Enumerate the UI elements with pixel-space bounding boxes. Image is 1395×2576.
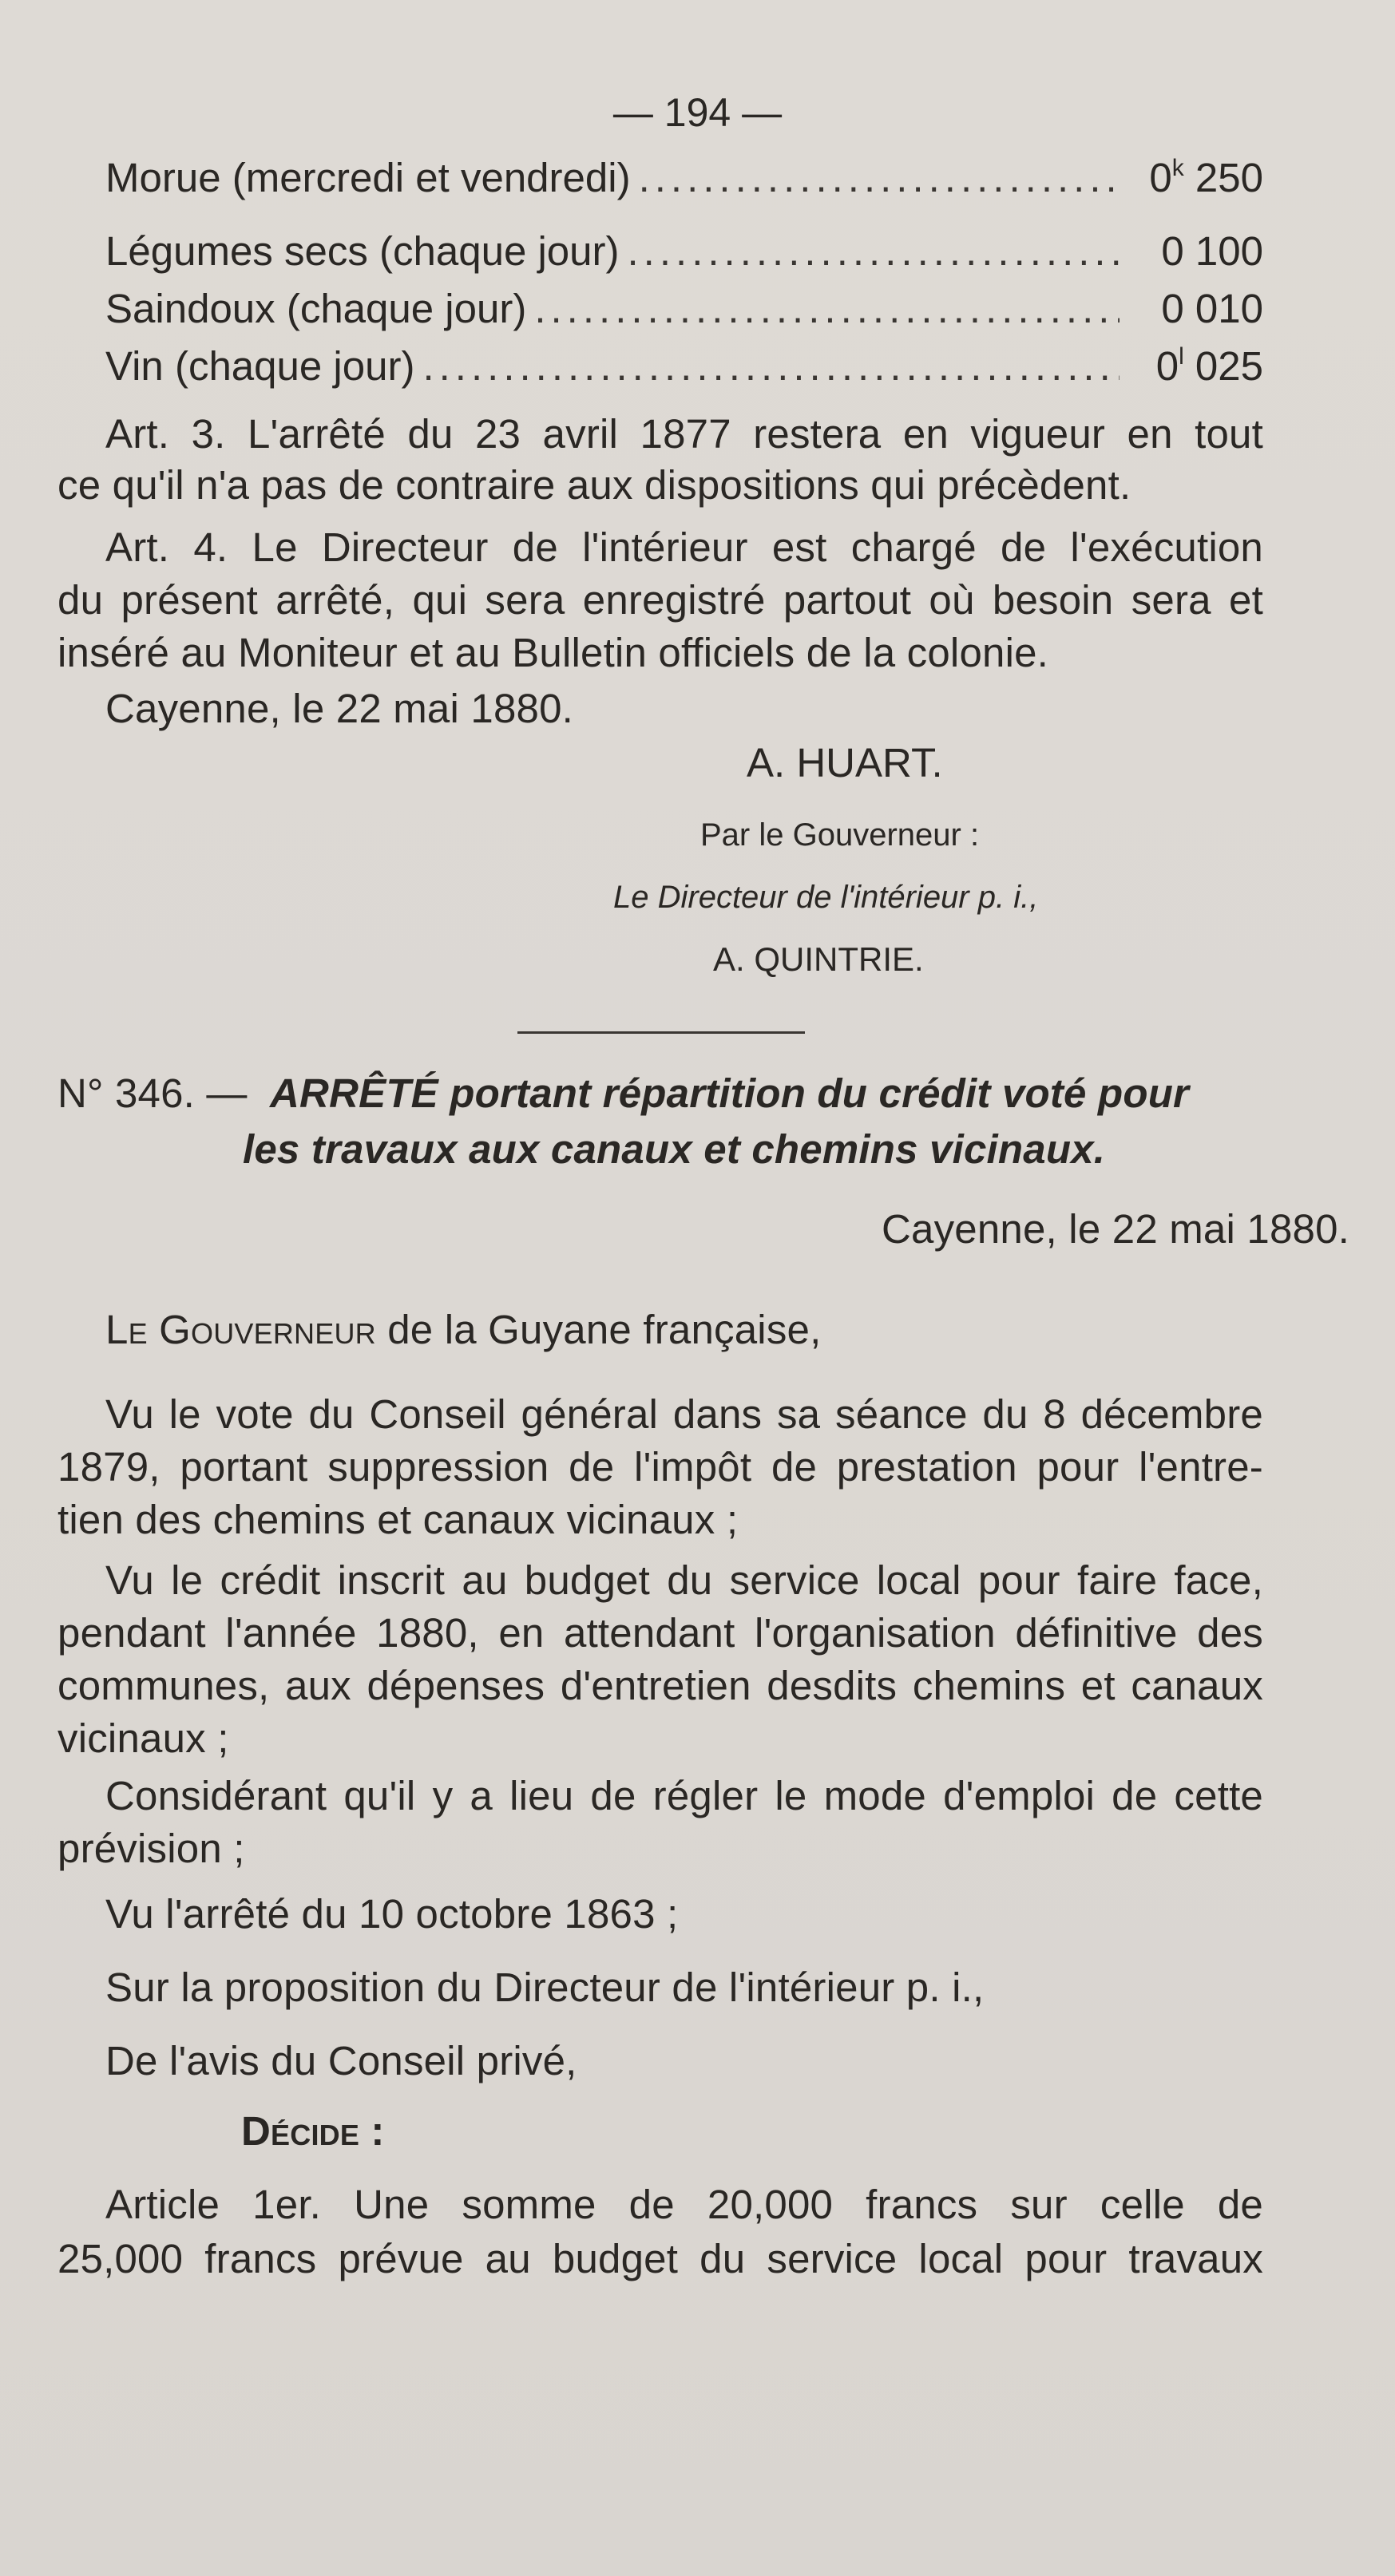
article-1-line: 25,000 francs prévue au budget du service local pour travaux <box>57 2236 1263 2281</box>
article-4-line: du présent arrêté, qui sera enregistré partout où besoin sera et <box>57 577 1263 623</box>
article-4-line: inséré au Moniteur et au Bulletin officiels de la colonie. <box>57 630 1049 675</box>
ration-value: 0 010 <box>1161 286 1263 331</box>
decree-place-date: Cayenne, le 22 mai 1880. <box>882 1206 1350 1252</box>
article-3-line: Art. 3. L'arrêté du 23 avril 1877 restera en vigueur en tout <box>105 411 1263 457</box>
sur-line: Sur la proposition du Directeur de l'intérieur p. i., <box>105 1965 985 2010</box>
decree-heading <box>57 1070 1189 1118</box>
ration-row <box>105 228 1263 277</box>
ration-label: Vin (chaque jour) <box>105 343 415 389</box>
ration-label: Légumes secs (chaque jour) <box>105 228 620 274</box>
ration-label: Morue (mercredi et vendredi) <box>105 155 631 200</box>
article-1-line: Article 1er. Une somme de 20,000 francs sur celle de <box>105 2182 1263 2227</box>
vu1-line: tien des chemins et canaux vicinaux ; <box>57 1497 739 1542</box>
section-divider <box>517 1031 805 1034</box>
dot-leader <box>639 154 1120 201</box>
signature-role: Le Directeur de l'intérieur p. i., <box>613 880 1039 915</box>
signature-name: A. HUART. <box>747 740 943 785</box>
decree-title-2: les travaux aux canaux et chemins vicinaux. <box>243 1126 1106 1172</box>
vu3-line: Vu l'arrêté du 10 octobre 1863 ; <box>105 1891 679 1937</box>
vu2-line: pendant l'année 1880, en attendant l'organisation définitive des <box>57 1610 1263 1656</box>
article-3-line: ce qu'il n'a pas de contraire aux dispositions qui précèdent. <box>57 462 1131 508</box>
vu2-line: vicinaux ; <box>57 1715 229 1761</box>
dot-leader <box>628 228 1120 275</box>
dot-leader <box>534 285 1120 332</box>
ration-row <box>105 285 1263 334</box>
vu1-line: Vu le vote du Conseil général dans sa séance du 8 décembre <box>105 1391 1263 1437</box>
decide-line: Décide : <box>241 2108 385 2154</box>
vu2-line: Vu le crédit inscrit au budget du service local pour faire face, <box>105 1557 1263 1603</box>
ration-value: 0$^l$ 025 <box>1155 343 1263 389</box>
countersign: A. QUINTRIE. <box>713 940 924 978</box>
ration-value: 0 100 <box>1161 228 1263 274</box>
de-line: De l'avis du Conseil privé, <box>105 2038 577 2083</box>
dot-leader <box>422 342 1120 390</box>
ration-value: 0$^k$ 250 <box>1149 155 1263 200</box>
place-date: Cayenne, le 22 mai 1880. <box>105 686 574 731</box>
considerant-line: Considérant qu'il y a lieu de régler le mode d'emploi de cette <box>105 1773 1263 1818</box>
ration-label: Saindoux (chaque jour) <box>105 286 527 331</box>
governor-line: Le Gouverneur de la Guyane française, <box>105 1307 822 1352</box>
decree-title-1: ARRÊTÉ portant répartition du crédit voté pour <box>270 1070 1190 1116</box>
page-number: — 194 — <box>612 90 783 135</box>
ration-row <box>105 154 1263 204</box>
governor-prefix: Le Gouverneur <box>105 1307 376 1352</box>
decree-number: N° 346. — <box>57 1070 248 1116</box>
ration-row <box>105 342 1263 392</box>
article-4-line: Art. 4. Le Directeur de l'intérieur est chargé de l'exécution <box>105 524 1263 570</box>
signature-by: Par le Gouverneur : <box>700 817 980 853</box>
vu1-line: 1879, portant suppression de l'impôt de prestation pour l'entre- <box>57 1444 1263 1490</box>
vu2-line: communes, aux dépenses d'entretien desdits chemins et canaux <box>57 1663 1263 1708</box>
considerant-line: prévision ; <box>57 1826 245 1871</box>
